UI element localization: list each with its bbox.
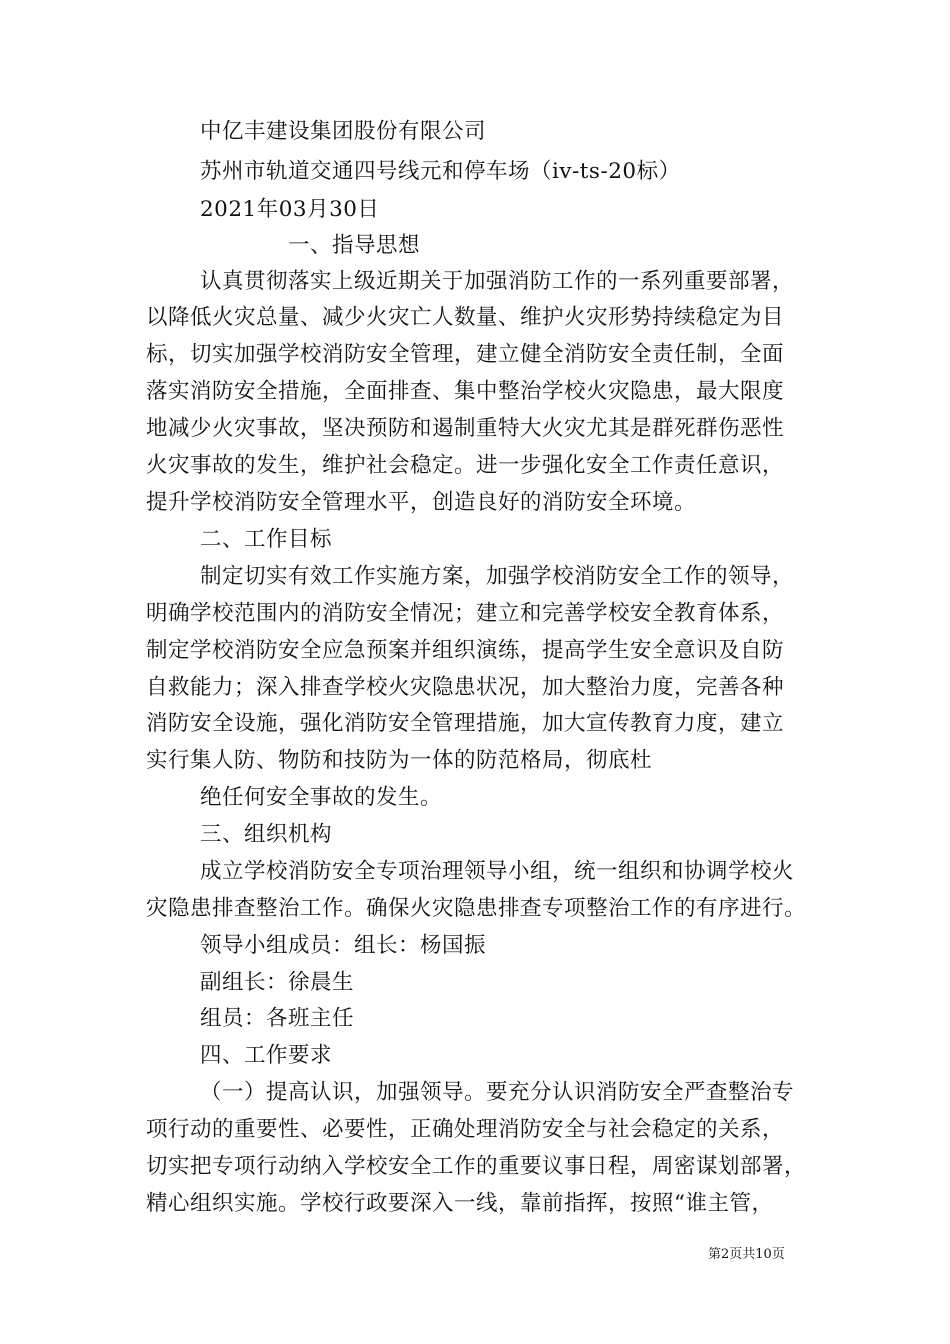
- paragraph-line: 实行集人防、物防和技防为一体的防范格局，彻底杜: [146, 748, 653, 773]
- paragraph-line: 落实消防安全措施，全面排查、集中整治学校火灾隐患，最大限度: [146, 379, 785, 404]
- paragraph-line: 制定切实有效工作实施方案，加强学校消防安全工作的领导，: [200, 564, 795, 589]
- paragraph-line: （一）提高认识，加强领导。要充分认识消防安全严查整治专: [200, 1080, 795, 1105]
- paragraph-line: 提升学校消防安全管理水平，创造良好的消防安全环境。: [146, 490, 697, 515]
- paragraph-line: 绝任何安全事故的发生。: [200, 785, 443, 810]
- paragraph-line: 以降低火灾总量、减少火灾亡人数量、维护火灾形势持续稳定为目: [146, 305, 785, 330]
- section-heading-2: 二、工作目标: [200, 527, 333, 552]
- document-date: 2021年03月30日: [200, 197, 380, 222]
- deputy-line: 副组长：徐晨生: [200, 970, 355, 995]
- page-number: 第2页共10页: [708, 1247, 785, 1262]
- paragraph-line: 成立学校消防安全专项治理领导小组，统一组织和协调学校火: [200, 859, 795, 884]
- paragraph-line: 精心组织实施。学校行政要深入一线，靠前指挥，按照“谁主管，: [146, 1191, 774, 1216]
- paragraph-line: 标，切实加强学校消防安全管理，建立健全消防安全责任制，全面: [146, 342, 785, 367]
- paragraph-line: 灾隐患排查整治工作。确保火灾隐患排查专项整治工作的有序进行。: [146, 896, 807, 921]
- members-line: 组员：各班主任: [200, 1006, 355, 1031]
- leader-line: 领导小组成员：组长：杨国振: [200, 933, 487, 958]
- paragraph-line: 消防安全设施，强化消防安全管理措施，加大宣传教育力度，建立: [146, 711, 785, 736]
- paragraph-line: 制定学校消防安全应急预案并组织演练，提高学生安全意识及自防: [146, 638, 785, 663]
- paragraph-line: 明确学校范围内的消防安全情况；建立和完善学校安全教育体系，: [146, 601, 785, 626]
- section-heading-4: 四、工作要求: [200, 1043, 333, 1068]
- company-name: 中亿丰建设集团股份有限公司: [200, 119, 487, 144]
- paragraph-line: 项行动的重要性、必要性，正确处理消防安全与社会稳定的关系，: [146, 1117, 785, 1142]
- paragraph-line: 切实把专项行动纳入学校安全工作的重要议事日程，周密谋划部署，: [146, 1154, 807, 1179]
- paragraph-line: 地减少火灾事故，坚决预防和遏制重特大火灾尤其是群死群伤恶性: [146, 416, 785, 441]
- section-heading-3: 三、组织机构: [200, 822, 333, 847]
- paragraph-line: 自救能力；深入排查学校火灾隐患状况，加大整治力度，完善各种: [146, 675, 785, 700]
- paragraph-line: 火灾事故的发生，维护社会稳定。进一步强化安全工作责任意识，: [146, 453, 785, 478]
- project-name: 苏州市轨道交通四号线元和停车场（iv-ts-20标）: [200, 159, 681, 184]
- paragraph-line: 认真贯彻落实上级近期关于加强消防工作的一系列重要部署，: [200, 269, 795, 294]
- section-heading-1: 一、指导思想: [288, 233, 421, 258]
